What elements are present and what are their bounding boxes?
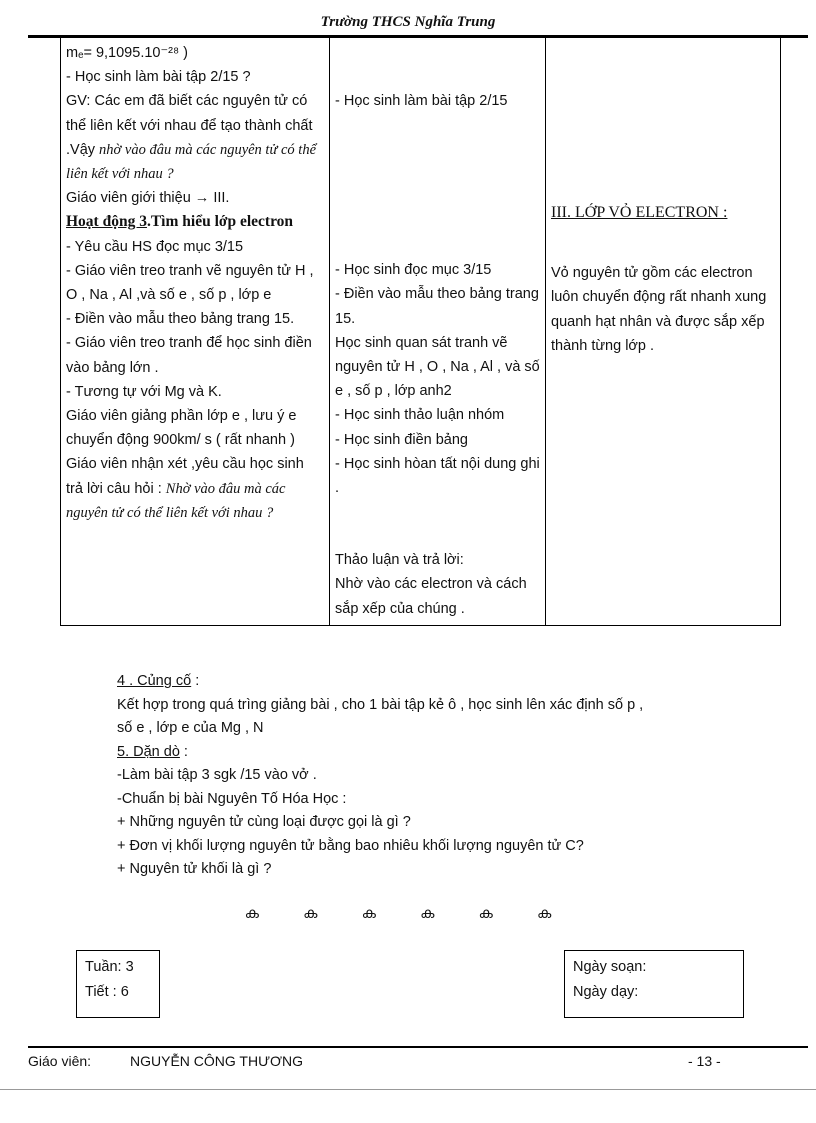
school-header: Trường THCS Nghĩa Trung [320, 14, 496, 30]
col1-line: Giáo viên giảng phần lớp e , lưu ý e chuyển động 900km/ s ( rất nhanh ) [66, 408, 297, 449]
week-box [76, 950, 160, 1018]
footer-rule [28, 1046, 808, 1048]
col1-line: - Yêu cầu HS đọc mục 3/15 [66, 238, 244, 255]
page-number: - 13 - [688, 1053, 721, 1069]
page-edge-line [0, 1089, 816, 1090]
lesson-table [60, 36, 781, 626]
consolidation-line: Kết hợp trong quá trìng giảng bài , cho 1 bài tập kẻ ô , học sinh lên xác định số p , [117, 696, 644, 713]
activity-heading: Hoạt động 3.Tìm hiểu lớp electron [66, 213, 294, 231]
col2-line: - Học sinh hòan tất nội dung ghi . [335, 455, 540, 497]
col1-line: - Giáo viên treo tranh vẽ nguyên tử H , O , Na , Al ,và số e , số p , lớp e [66, 262, 314, 304]
col1-line: - Giáo viên treo tranh để học sinh điền vào bảng lớn . [66, 335, 312, 376]
intro-line: Giáo viên giới thiệu → III. [66, 190, 230, 207]
teacher-name: NGUYỄN CÔNG THƯƠNG [130, 1053, 304, 1069]
gv-question: GV: Các em đã biết các nguyên tử có thể liên kết với nhau để tạo thành chất .Vậy nhờ vào đâu mà các nguyên tử có thể liên kết với nhau ? [66, 93, 317, 183]
col1-question: Giáo viên nhận xét ,yêu cầu học sinh trả lời câu hỏi : Nhờ vào đâu mà các nguyên tử có thể liên kết với nhau ? [66, 456, 304, 521]
col1-line: - Điền vào mẫu theo bảng trang 15. [66, 311, 295, 328]
date-box [564, 950, 744, 1018]
homework-line: + Những nguyên tử cùng loại được gọi là gì ? [117, 814, 411, 830]
week-label: Tuần: 3 [85, 959, 134, 975]
col2-line: - Học sinh làm bài tập 2/15 [335, 93, 508, 109]
col2-line: Nhờ vào các electron và cách sắp xếp của chúng . [335, 576, 527, 617]
teacher-label: Giáo viên: [28, 1053, 92, 1069]
consolidation-line: số e , lớp e của Mg , N [117, 720, 264, 736]
homework-line: + Nguyên tử khối là gì ? [117, 861, 272, 877]
col2-line: Thảo luận và trả lời: [335, 552, 464, 569]
col2-line: - Học sinh thảo luận nhóm [335, 407, 505, 424]
section-body: Vỏ nguyên tử gồm các electron luôn chuyển động rất nhanh xung quanh hạt nhân và được sắp xếp thành từng lớp . [551, 265, 767, 354]
taught-date-label: Ngày dạy: [573, 984, 639, 1000]
prepared-date-label: Ngày soạn: [573, 959, 647, 975]
col2-line: Học sinh quan sát tranh vẽ nguyên tử H , O , Na , Al , và số e , số p , lớp anh2 [335, 334, 540, 400]
teacher-activity-column [61, 37, 330, 626]
student-activity-column [330, 37, 546, 626]
homework-title: 5. Dặn dò : [117, 743, 188, 760]
period-label: Tiết : 6 [85, 984, 129, 1000]
consolidation-title: 4 . Củng cố : [117, 673, 200, 689]
homework-line: -Làm bài tập 3 sgk /15 vào vở . [117, 767, 317, 783]
mass-line: mₑ= 9,1095.10⁻²⁸ ) [66, 45, 188, 61]
col2-line: - Học sinh điền bảng [335, 431, 468, 448]
lesson-notes [117, 670, 777, 882]
content-column [546, 37, 781, 626]
section-heading: III. LỚP VỎ ELECTRON : [551, 204, 728, 221]
exercise-line: - Học sinh làm bài tập 2/15 ? [66, 69, 251, 86]
homework-line: -Chuẩn bị bài Nguyên Tố Hóa Học : [117, 790, 347, 807]
col1-line: - Tương tự với Mg và K. [66, 383, 222, 400]
col2-line: - Học sinh đọc mục 3/15 [335, 262, 492, 279]
col2-line: - Điền vào mẫu theo bảng trang 15. [335, 286, 539, 327]
homework-line: + Đơn vị khối lượng nguyên tử bằng bao nhiêu khối lượng nguyên tử C? [117, 837, 584, 854]
ornament-divider: ക ക ക ക ക ക [244, 905, 572, 922]
